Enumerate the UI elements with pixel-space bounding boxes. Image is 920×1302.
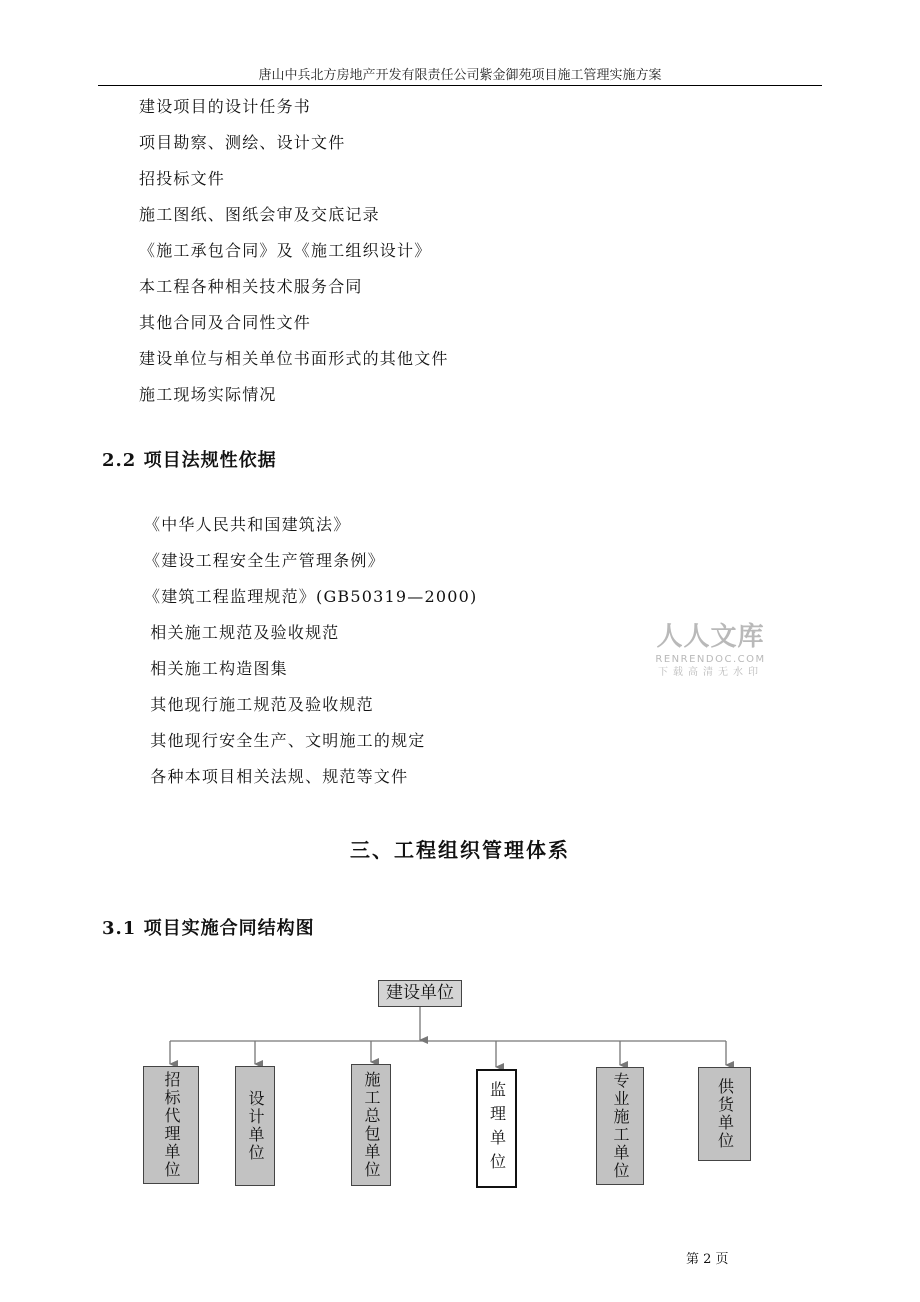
org-child-label: 专业施工单位 — [611, 1072, 630, 1180]
page-number: 第 2 页 — [686, 1252, 729, 1267]
list-item: 《建设工程安全生产管理条例》 — [144, 551, 385, 570]
watermark-name: 人人文库 — [656, 622, 765, 652]
list-item: 《施工承包合同》及《施工组织设计》 — [139, 241, 432, 260]
list-item: 施工图纸、图纸会审及交底记录 — [139, 205, 380, 224]
org-child-box — [476, 1069, 517, 1188]
list-item: 本工程各种相关技术服务合同 — [139, 277, 363, 296]
list-item: 其他现行施工规范及验收规范 — [144, 695, 374, 714]
list-item: 施工现场实际情况 — [139, 385, 277, 404]
org-child-label: 监理单位 — [487, 1080, 507, 1177]
org-child-box — [351, 1064, 391, 1186]
watermark-tagline: 下载高清无水印 — [658, 667, 763, 678]
list-item: 其他现行安全生产、文明施工的规定 — [144, 731, 426, 750]
org-child-box — [235, 1066, 275, 1186]
org-child-label: 设计单位 — [246, 1090, 265, 1162]
org-child-label: 施工总包单位 — [362, 1071, 381, 1179]
section-heading-3-1: 3.1 项目实施合同结构图 — [102, 918, 315, 939]
list-item: 相关施工构造图集 — [144, 659, 288, 678]
list-item: 招投标文件 — [139, 169, 226, 188]
list-item: 《建筑工程监理规范》(GB50319—2000) — [144, 587, 478, 606]
list-item: 项目勘察、测绘、设计文件 — [139, 133, 346, 152]
org-child-label: 供货单位 — [715, 1078, 735, 1150]
document-header: 唐山中兵北方房地产开发有限责任公司紫金御苑项目施工管理实施方案 — [258, 68, 662, 83]
list-item: 《中华人民共和国建筑法》 — [144, 515, 351, 534]
section-heading-2-2: 2.2 项目法规性依据 — [102, 450, 277, 471]
list-item: 相关施工规范及验收规范 — [144, 623, 340, 642]
watermark-url: RENRENDOC.COM — [655, 654, 766, 665]
org-child-label: 招标代理单位 — [162, 1071, 181, 1179]
org-child-box — [698, 1067, 751, 1161]
list-item: 建设项目的设计任务书 — [139, 97, 312, 116]
list-item: 建设单位与相关单位书面形式的其他文件 — [139, 349, 449, 368]
list-item: 各种本项目相关法规、规范等文件 — [144, 767, 409, 786]
list-item: 其他合同及合同性文件 — [139, 313, 312, 332]
org-child-box — [143, 1066, 199, 1184]
org-top-box: 建设单位 — [378, 980, 462, 1007]
org-child-box — [596, 1067, 644, 1185]
chapter-title: 三、工程组织管理体系 — [350, 838, 570, 862]
